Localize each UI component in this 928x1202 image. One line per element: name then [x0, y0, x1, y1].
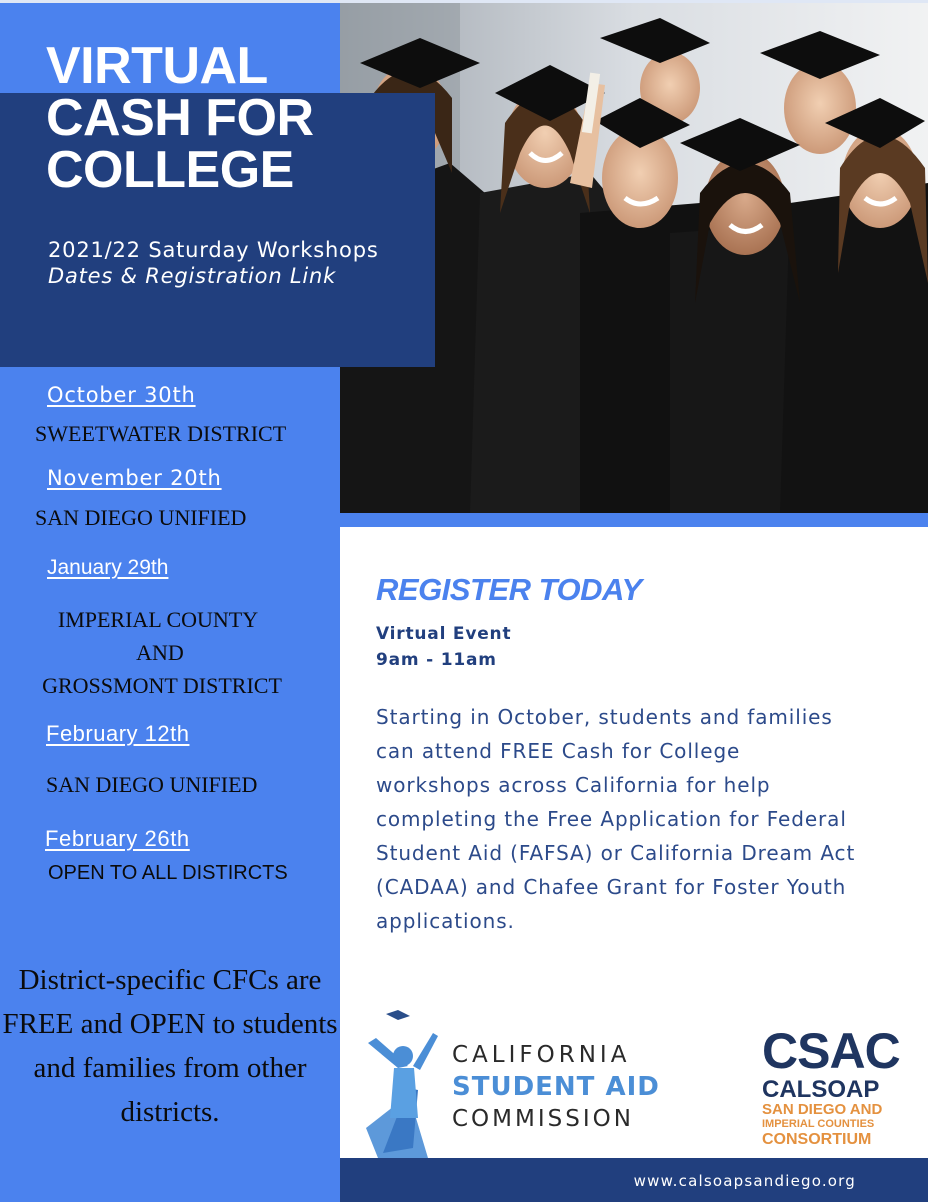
title-line: VIRTUAL: [46, 37, 268, 95]
event-time: 9am - 11am: [376, 650, 497, 670]
register-heading: REGISTER TODAY: [376, 572, 642, 607]
csac-logo: [452, 1040, 660, 1135]
title-line: CASH FOR: [46, 89, 314, 147]
logo-text: CSAC: [762, 1023, 900, 1079]
logo-text: SAN DIEGO AND: [762, 1101, 883, 1118]
district-label: SAN DIEGO UNIFIED: [35, 505, 247, 530]
date-link-october-30[interactable]: October 30th: [47, 383, 196, 407]
district-label: OPEN TO ALL DISTIRCTS: [48, 862, 288, 884]
calsoap-logo: [762, 1023, 912, 1148]
subtitle-registration-link[interactable]: Dates & Registration Link: [48, 264, 337, 288]
logo-text: COMMISSION: [452, 1106, 634, 1132]
page-title: [46, 37, 426, 199]
date-link-february-26[interactable]: February 26th: [45, 826, 190, 851]
graduate-figure-icon: [358, 1008, 448, 1158]
footer-website-link[interactable]: www.calsoapsandiego.org: [633, 1172, 856, 1190]
district-label: AND: [136, 640, 184, 665]
date-link-january-29[interactable]: January 29th: [47, 556, 169, 579]
title-line: COLLEGE: [46, 141, 294, 199]
district-label: GROSSMONT DISTRICT: [42, 673, 282, 698]
event-type: Virtual Event: [376, 624, 512, 644]
logo-text: CALSOAP: [762, 1076, 880, 1103]
event-description: Starting in October, students and families can attend FREE Cash for College workshops across California for help completing the Free Application for Federal Student Aid (FAFSA) or California Dream Act (CADAA) and Chafee Grant for Foster Youth applications.: [376, 705, 856, 933]
logo-text: CONSORTIUM: [762, 1131, 872, 1148]
district-label: IMPERIAL COUNTY: [57, 607, 259, 632]
district-note: District-specific CFCs are FREE and OPEN to students and families from other districts.: [2, 964, 338, 1128]
logo-text: CALIFORNIA: [452, 1042, 631, 1068]
district-label: SAN DIEGO UNIFIED: [46, 772, 258, 797]
logo-text: IMPERIAL COUNTIES: [762, 1118, 875, 1130]
district-label: SWEETWATER DISTRICT: [35, 421, 287, 446]
logo-text: STUDENT AID: [452, 1072, 660, 1102]
photo-divider: [340, 513, 928, 527]
subtitle: 2021/22 Saturday Workshops: [48, 238, 379, 262]
date-link-november-20[interactable]: November 20th: [47, 466, 222, 490]
date-link-february-12[interactable]: February 12th: [46, 721, 190, 746]
